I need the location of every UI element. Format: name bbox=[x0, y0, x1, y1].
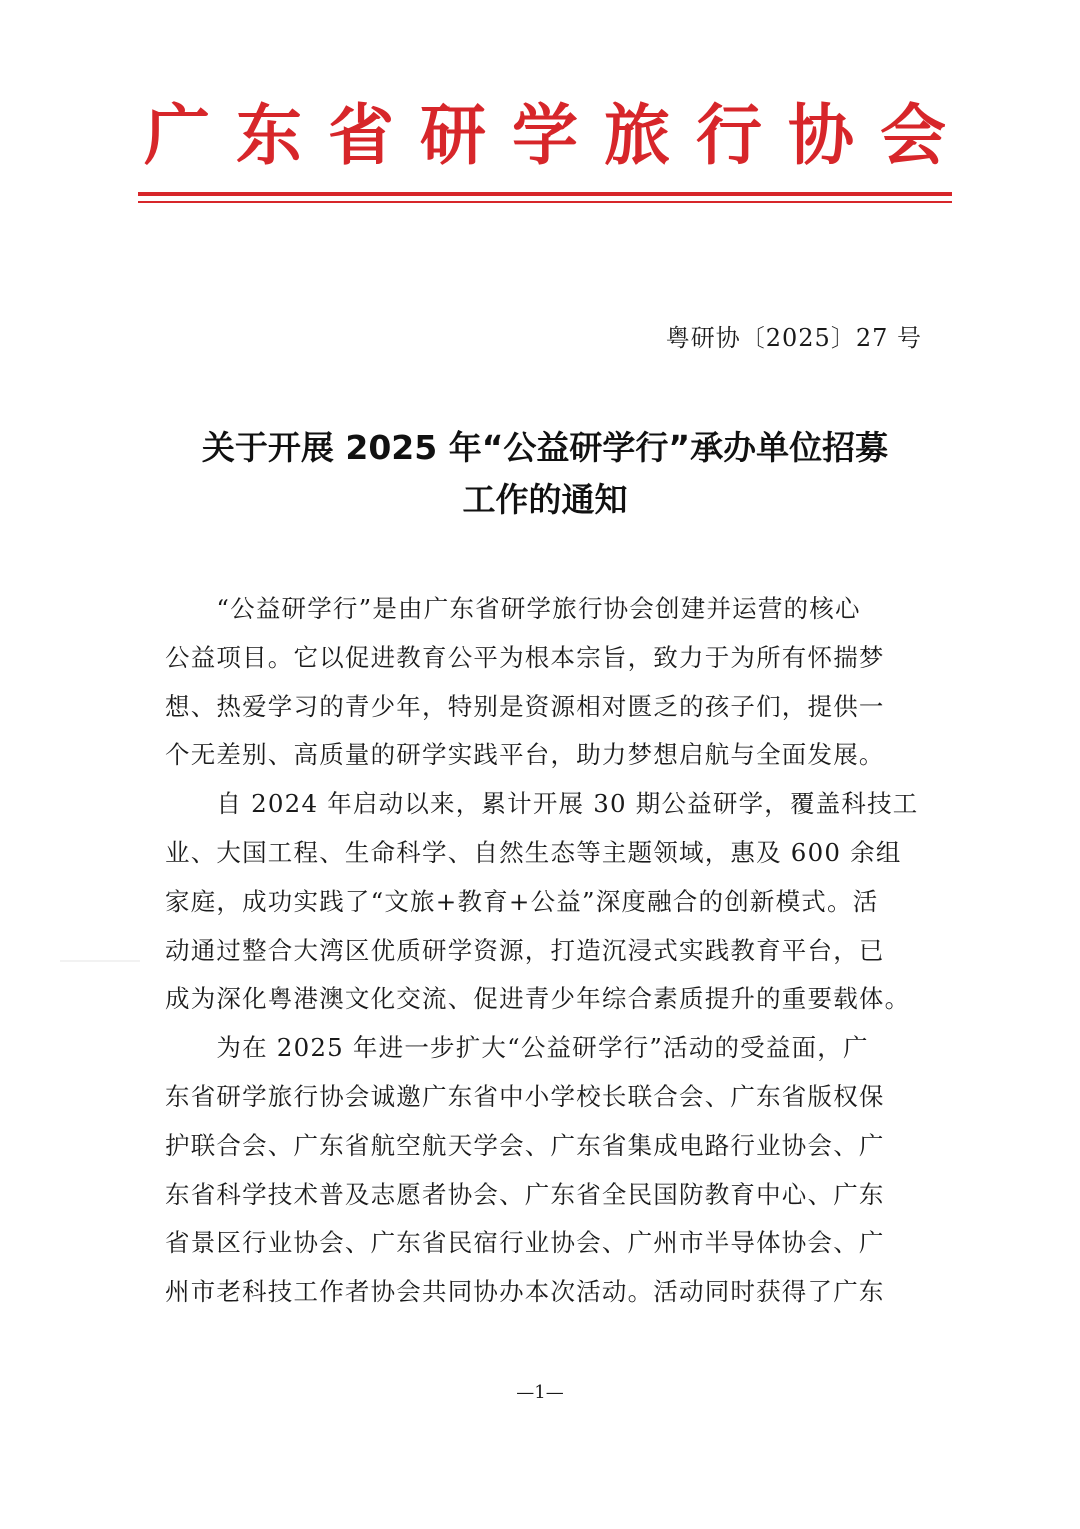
org-char: 研 bbox=[420, 96, 486, 174]
body-line: 想、热爱学习的青少年，特别是资源相对匮乏的孩子们，提供一 bbox=[165, 691, 885, 721]
body-line: 业、大国工程、生命科学、自然生态等主题领域，惠及 600 余组 bbox=[165, 837, 902, 867]
title-line-2: 工作的通知 bbox=[462, 480, 628, 519]
org-header bbox=[138, 95, 952, 175]
document-number: 粤研协〔2025〕27 号 bbox=[665, 324, 922, 352]
body-line: 自 2024 年启动以来，累计开展 30 期公益研学，覆盖科技工 bbox=[165, 789, 919, 819]
body-line: 东省科学技术普及志愿者协会、广东省全民国防教育中心、广东 bbox=[165, 1179, 885, 1209]
body-line: 护联合会、广东省航空航天学会、广东省集成电路行业协会、广 bbox=[165, 1130, 885, 1160]
document-title bbox=[140, 422, 950, 526]
title-line-1: 关于开展 2025 年“公益研学行”承办单位招募 bbox=[201, 428, 889, 467]
org-char: 旅 bbox=[604, 96, 670, 174]
body-line: “公益研学行”是由广东省研学旅行协会创建并运营的核心 bbox=[165, 594, 861, 623]
body-line: 成为深化粤港澳文化交流、促进青少年综合素质提升的重要载体。 bbox=[165, 984, 911, 1014]
org-char: 省 bbox=[328, 96, 394, 174]
org-char: 东 bbox=[236, 96, 302, 174]
org-char: 学 bbox=[512, 96, 578, 174]
body-line: 家庭，成功实践了“文旅+教育+公益”深度融合的创新模式。活 bbox=[165, 886, 879, 916]
body-line: 为在 2025 年进一步扩大“公益研学行”活动的受益面，广 bbox=[165, 1033, 869, 1063]
body-line: 东省研学旅行协会诚邀广东省中小学校长联合会、广东省版权保 bbox=[165, 1081, 885, 1111]
body-line: 省景区行业协会、广东省民宿行业协会、广州市半导体协会、广 bbox=[165, 1228, 885, 1258]
header-divider-thick bbox=[138, 192, 952, 196]
org-char: 会 bbox=[880, 96, 946, 174]
body-line: 动通过整合大湾区优质研学资源，打造沉浸式实践教育平台，已 bbox=[165, 935, 885, 965]
body-text bbox=[165, 585, 925, 1317]
scan-artifact bbox=[60, 960, 140, 962]
page-number: —1— bbox=[516, 1382, 564, 1403]
body-line: 个无差别、高质量的研学实践平台，助力梦想启航与全面发展。 bbox=[165, 740, 885, 770]
org-char: 协 bbox=[788, 96, 854, 174]
body-line: 州市老科技工作者协会共同协办本次活动。活动同时获得了广东 bbox=[165, 1277, 885, 1307]
body-line: 公益项目。它以促进教育公平为根本宗旨，致力于为所有怀揣梦 bbox=[165, 642, 885, 672]
org-char: 行 bbox=[696, 96, 762, 174]
header-divider-thin bbox=[138, 201, 952, 203]
org-char: 广 bbox=[144, 96, 210, 174]
